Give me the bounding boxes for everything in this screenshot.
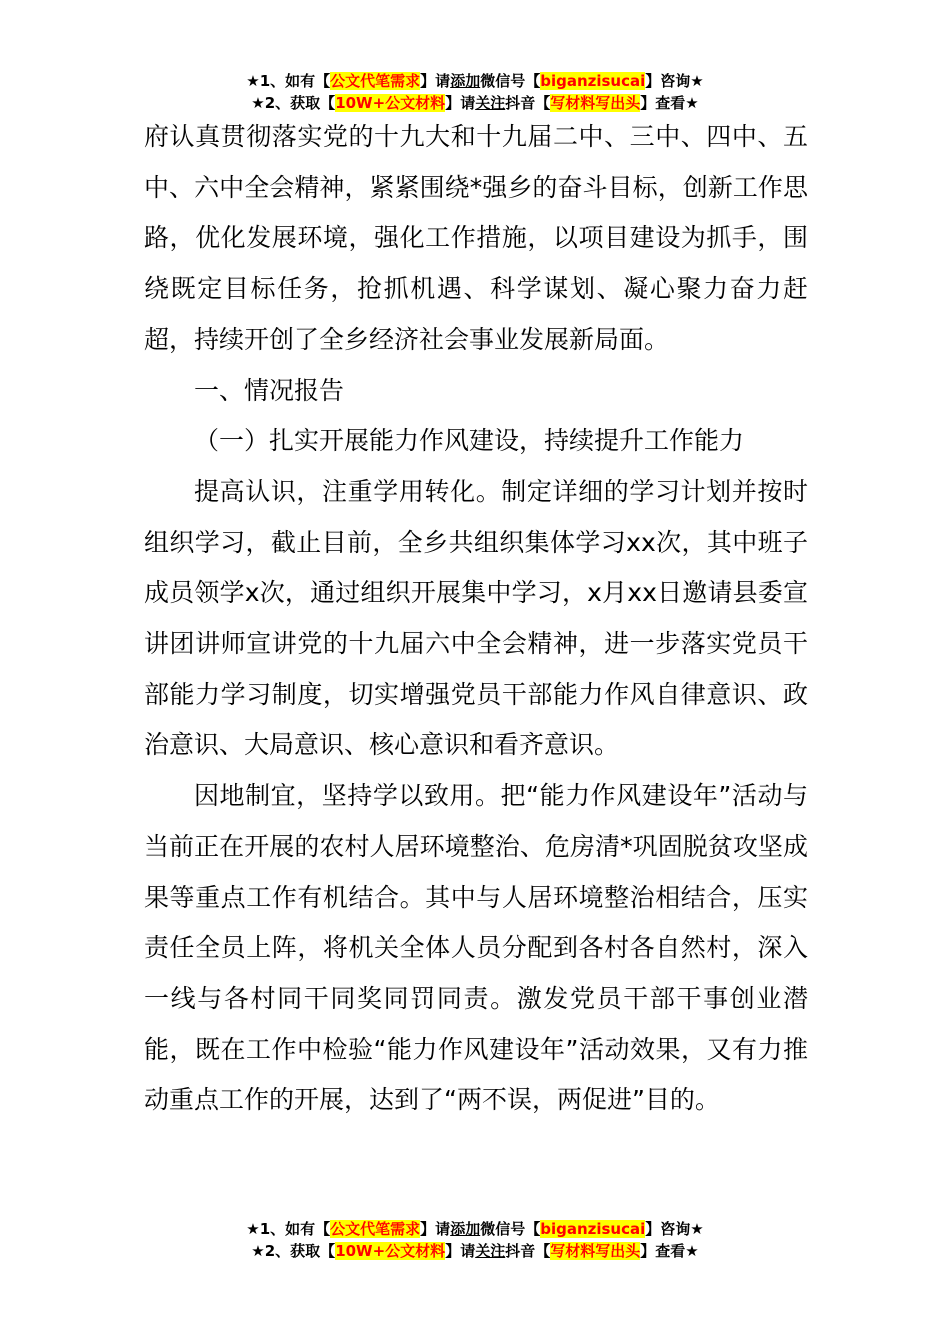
document-body [144, 112, 808, 1126]
banner-text: ★2、获取【 [251, 94, 336, 112]
banner-text: 】查看★ [640, 1242, 699, 1260]
paragraph-intro: 府认真贯彻落实党的十九大和十九届二中、三中、四中、五中、六中全会精神，紧紧围绕*强乡的奋斗目标，创新工作思路，优化发展环境，强化工作措施，以项目建设为抓手，围绕既定目标任务，抢抓机遇、科学谋划、凝心聚力奋力赶超，持续开创了全乡经济社会事业发展新局面。 [144, 122, 808, 354]
banner-text: ★1、如有【 [246, 72, 331, 90]
section-heading: 一、情况报告 [194, 375, 345, 405]
banner-highlight: 10W+公文材料 [335, 94, 446, 112]
banner-highlight-douyin-id: 写材料写出头 [550, 94, 641, 112]
subsection-heading: （一）扎实开展能力作风建设，持续提升工作能力 [194, 426, 745, 456]
banner-underlined-text: 添加 [450, 1220, 481, 1238]
banner-text: 】请 [420, 72, 451, 90]
header-banner [0, 70, 950, 114]
footer-banner-line-1 [0, 1218, 950, 1240]
banner-highlight: 10W+公文材料 [335, 1242, 446, 1260]
banner-highlight-wechat-id: biganzisucai [540, 72, 646, 90]
banner-underlined-text: 添加 [450, 72, 481, 90]
banner-text: ★2、获取【 [251, 1242, 336, 1260]
banner-text: 】咨询★ [645, 1220, 704, 1238]
banner-highlight: 公文代笔需求 [330, 1220, 421, 1238]
banner-text: 微信号【 [480, 1220, 541, 1238]
banner-text: 】请 [445, 1242, 476, 1260]
banner-highlight-wechat-id: biganzisucai [540, 1220, 646, 1238]
banner-text: 】查看★ [640, 94, 699, 112]
footer-banner-line-2 [0, 1240, 950, 1262]
banner-highlight-douyin-id: 写材料写出头 [550, 1242, 641, 1260]
footer-banner [0, 1218, 950, 1262]
banner-underlined-text: 关注 [475, 94, 506, 112]
banner-text: ★1、如有【 [246, 1220, 331, 1238]
banner-text: 】请 [445, 94, 476, 112]
paragraph-study: 提高认识，注重学用转化。制定详细的学习计划并按时组织学习，截止目前，全乡共组织集体学习xx次，其中班子成员领学x次，通过组织开展集中学习，x月xx日邀请县委宣讲团讲师宣讲党的十九届六中全会精神，进一步落实党员干部能力学习制度，切实增强党员干部能力作风自律意识、政治意识、大局意识、核心意识和看齐意识。 [144, 476, 808, 760]
banner-text: 抖音【 [505, 1242, 551, 1260]
banner-text: 】咨询★ [645, 72, 704, 90]
banner-underlined-text: 关注 [475, 1242, 506, 1260]
banner-text: 微信号【 [480, 72, 541, 90]
header-banner-line-1 [0, 70, 950, 92]
paragraph-practice: 因地制宜，坚持学以致用。把“能力作风建设年”活动与当前正在开展的农村人居环境整治、危房清*巩固脱贫攻坚成果等重点工作有机结合。其中与人居环境整治相结合，压实责任全员上阵，将机关全体人员分配到各村各自然村，深入一线与各村同干同奖同罚同责。激发党员干部干事创业潜能，既在工作中检验“能力作风建设年”活动效果，又有力推动重点工作的开展，达到了“两不误，两促进”目的。 [144, 781, 808, 1115]
banner-highlight: 公文代笔需求 [330, 72, 421, 90]
banner-text: 】请 [420, 1220, 451, 1238]
banner-text: 抖音【 [505, 94, 551, 112]
header-banner-line-2 [0, 92, 950, 114]
